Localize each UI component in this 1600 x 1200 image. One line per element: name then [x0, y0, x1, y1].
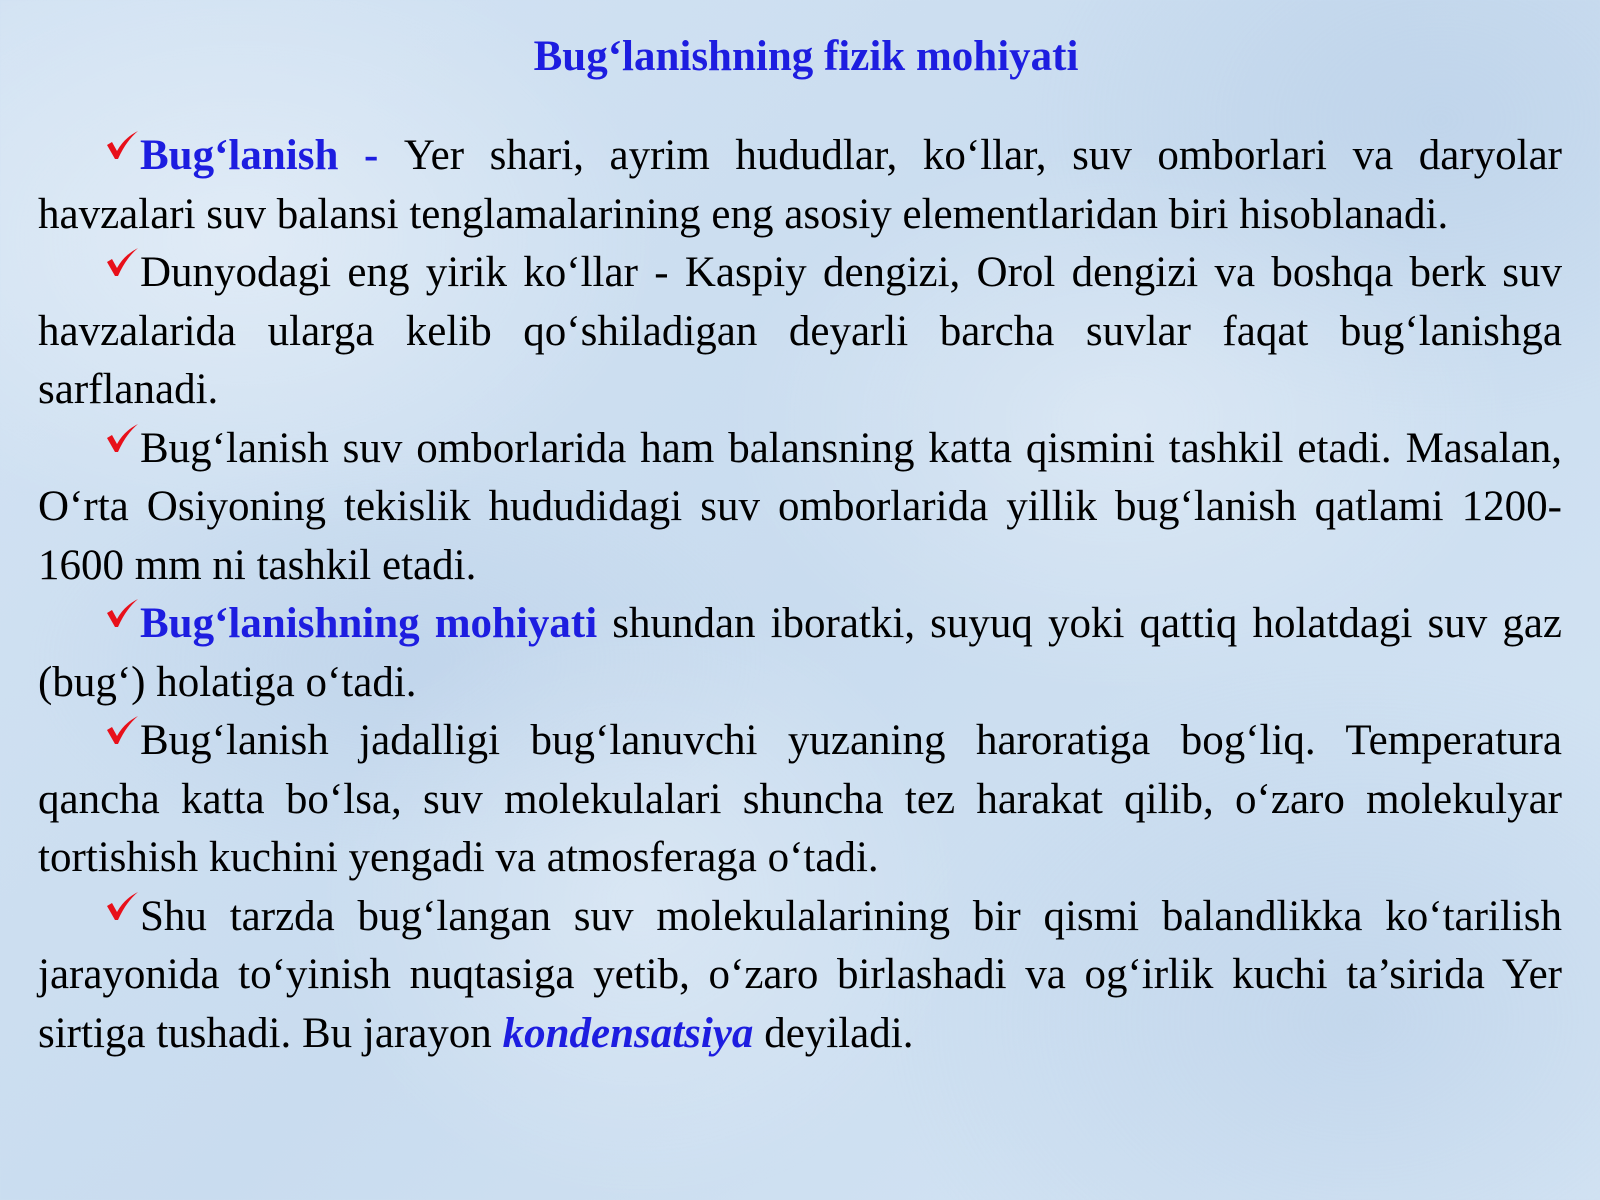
checkmark-icon: [104, 714, 140, 754]
term-buglanishning-mohiyati: Bug‘lanishning mohiyati: [140, 600, 598, 647]
paragraph-6-after: deyiladi.: [753, 1009, 914, 1057]
paragraph-6: [38, 888, 1562, 1064]
checkmark-icon: [104, 129, 140, 169]
paragraph-3: [38, 420, 1562, 596]
term-dash: -: [338, 132, 404, 179]
checkmark-icon: [104, 890, 140, 930]
paragraph-3-text: Bug‘lanish suv omborlarida ham balansning katta qismini tashkil etadi. Masalan, O‘rta Osiyoning tekislik hududidagi suv omborlarida yillik bug‘lanish qatlami 1200-1600 mm ni tashkil etadi.: [38, 424, 1562, 589]
paragraph-6-text: Shu tarzda bug‘langan suv molekulalarining bir qismi balandlikka ko‘tarilish jarayonida to‘yinish nuqtasiga yetib, o‘zaro birlashadi va og‘irlik kuchi ta’sirida Yer sirtiga tushadi. Bu jarayon: [38, 892, 1562, 1057]
paragraph-1: [38, 127, 1562, 244]
paragraph-2: [38, 244, 1562, 420]
term-kondensatsiya: kondensatsiya: [502, 1009, 754, 1057]
paragraph-5-text: Bug‘lanish jadalligi bug‘lanuvchi yuzaning haroratiga bog‘liq. Temperatura qancha katta bo‘lsa, suv molekulalari shuncha tez harakat qilib, o‘zaro molekulyar tortishish kuchini yengadi va atmosferaga o‘tadi.: [38, 717, 1562, 881]
checkmark-icon: [104, 597, 140, 637]
term-buglanish: Bug‘lanish: [140, 132, 339, 179]
paragraph-5: [38, 712, 1562, 888]
paragraph-2-text: Dunyodagi eng yirik ko‘llar - Kaspiy dengizi, Orol dengizi va boshqa berk suv havzalarida ularga kelib qo‘shiladigan deyarli barcha suvlar faqat bug‘lanishga sarflanadi.: [38, 249, 1562, 413]
slide-body: [38, 127, 1562, 1063]
checkmark-icon: [104, 246, 140, 286]
paragraph-1-text: Yer shari, ayrim hududlar, ko‘llar, suv omborlari va daryolar havzalari suv balansi tenglamalarining eng asosiy elementlaridan biri hisoblanadi.: [38, 132, 1562, 238]
paragraph-4-text: shundan iboratki, suyuq yoki qattiq holatdagi suv gaz (bug‘) holatiga o‘tadi.: [38, 600, 1562, 706]
paragraph-4: [38, 595, 1562, 712]
page-title: Bug‘lanishning fizik mohiyati: [533, 33, 1079, 80]
checkmark-icon: [104, 422, 140, 462]
